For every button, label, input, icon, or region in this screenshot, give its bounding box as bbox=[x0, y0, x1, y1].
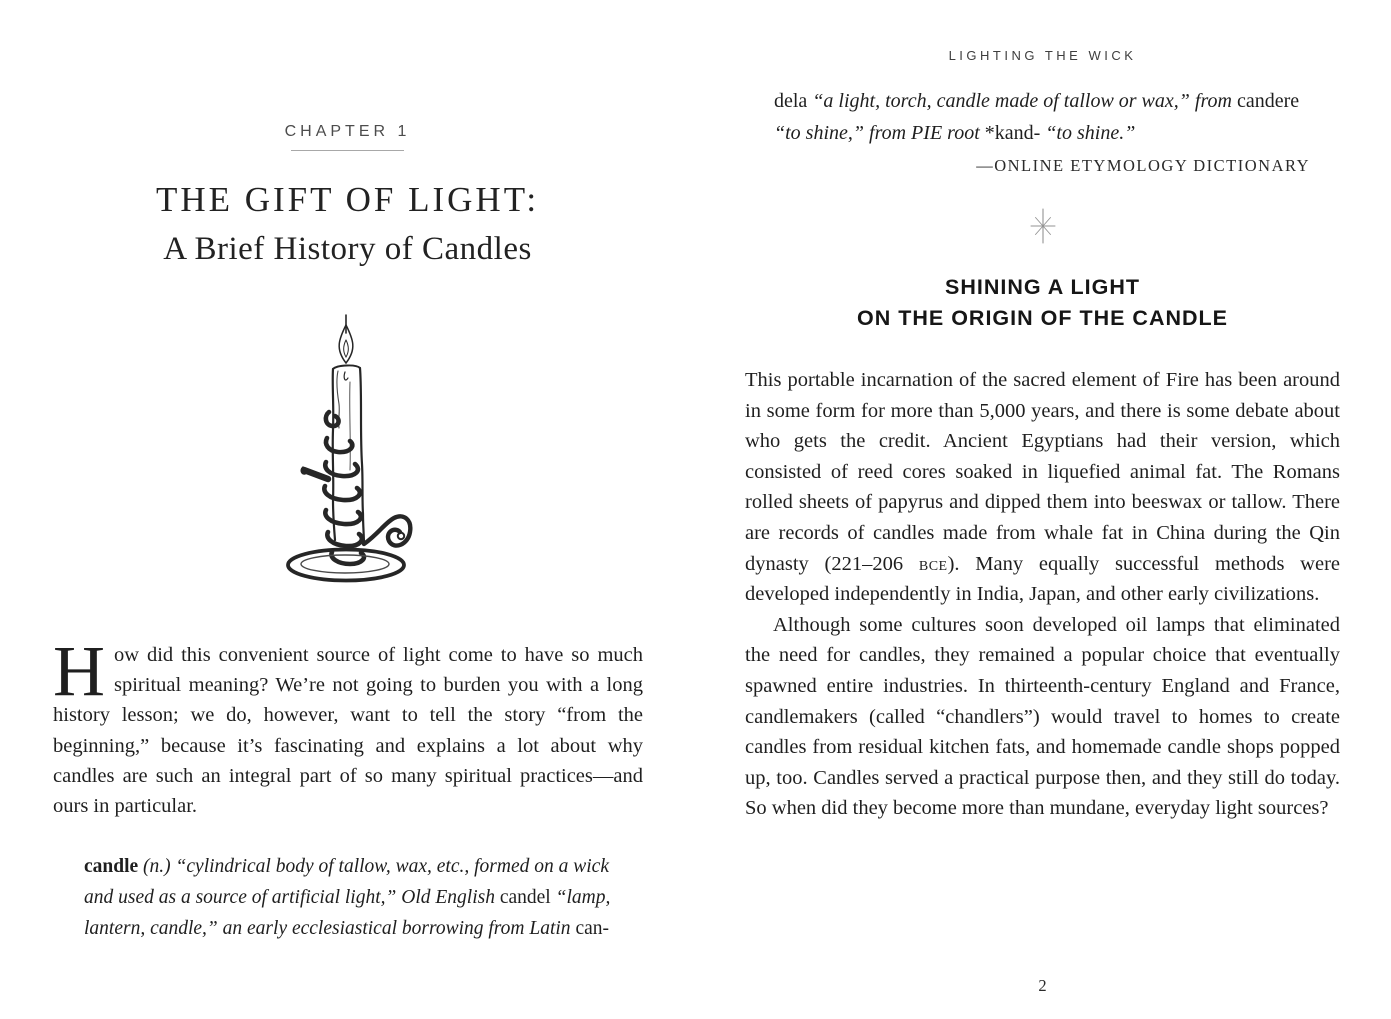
quote-attribution: —ONLINE ETYMOLOGY DICTIONARY bbox=[976, 156, 1310, 175]
section-heading bbox=[745, 272, 1340, 334]
chapter-rule bbox=[291, 150, 404, 151]
section-heading-line2: ON THE ORIGIN OF THE CANDLE bbox=[857, 306, 1228, 330]
right-page bbox=[695, 0, 1391, 1019]
etymology-definition: candle (n.) “cylindrical body of tallow, wax, etc., formed on a wick and used as a source of artificial light,” Old English candel “lamp, lantern, candle,” an early ecclesiastical borrowing from Latin can- bbox=[84, 856, 611, 939]
opening-paragraph bbox=[53, 631, 643, 821]
running-header: LIGHTING THE WICK bbox=[948, 48, 1137, 63]
opening-paragraph-text: ow did this convenient source of light come to have so much spiritual meaning? We’re not going to burden you with a long history lesson; we do, however, want to tell the story “from the beginning,” because it’s fascinating and explains a lot about why candles are such an integral part of so many spiritual practices—and ours in particular. bbox=[53, 644, 643, 818]
paragraph-origin: This portable incarnation of the sacred element of Fire has been around in some form for more than 5,000 years, and there is some debate about who gets the credit. Ancient Egyptians had their version, which consisted of reed cores soaked in liquefied animal fat. The Romans rolled sheets of papyrus and dipped them into beeswax or tallow. There are records of candles made from whale fat in China during the Qin dynasty (221–206 bce). Many equally successful methods were developed independently in India, Japan, and other early civilizations. bbox=[745, 369, 1340, 606]
section-heading-line1: SHINING A LIGHT bbox=[945, 275, 1140, 299]
section-body bbox=[745, 365, 1340, 824]
left-page bbox=[0, 0, 695, 1019]
sparkle-ornament-icon bbox=[745, 208, 1340, 249]
chapter-title: THE GIFT OF LIGHT: bbox=[155, 180, 540, 219]
drop-cap: H bbox=[53, 631, 105, 711]
paragraph-chandlers: Although some cultures soon developed oil lamps that eliminated the need for candles, they remained a popular choice that eventually spawned entire industries. In thirteenth-century England and France, candlemakers (called “chandlers”) would travel to homes to create candles from residual kitchen fats, and homemade candle shops popped up, too. Candles served a practical purpose then, and they still do today. So when did they become more than mundane, everyday light sources? bbox=[745, 613, 1340, 820]
chapter-subtitle: A Brief History of Candles bbox=[163, 231, 532, 267]
candle-illustration-icon bbox=[282, 312, 414, 594]
chapter-label: CHAPTER 1 bbox=[284, 123, 411, 140]
page-number: 2 bbox=[1038, 976, 1047, 995]
etymology-quote: dela “a light, torch, candle made of tallow or wax,” from candere “to shine,” from PIE root *kand- “to shine.” bbox=[774, 90, 1300, 144]
